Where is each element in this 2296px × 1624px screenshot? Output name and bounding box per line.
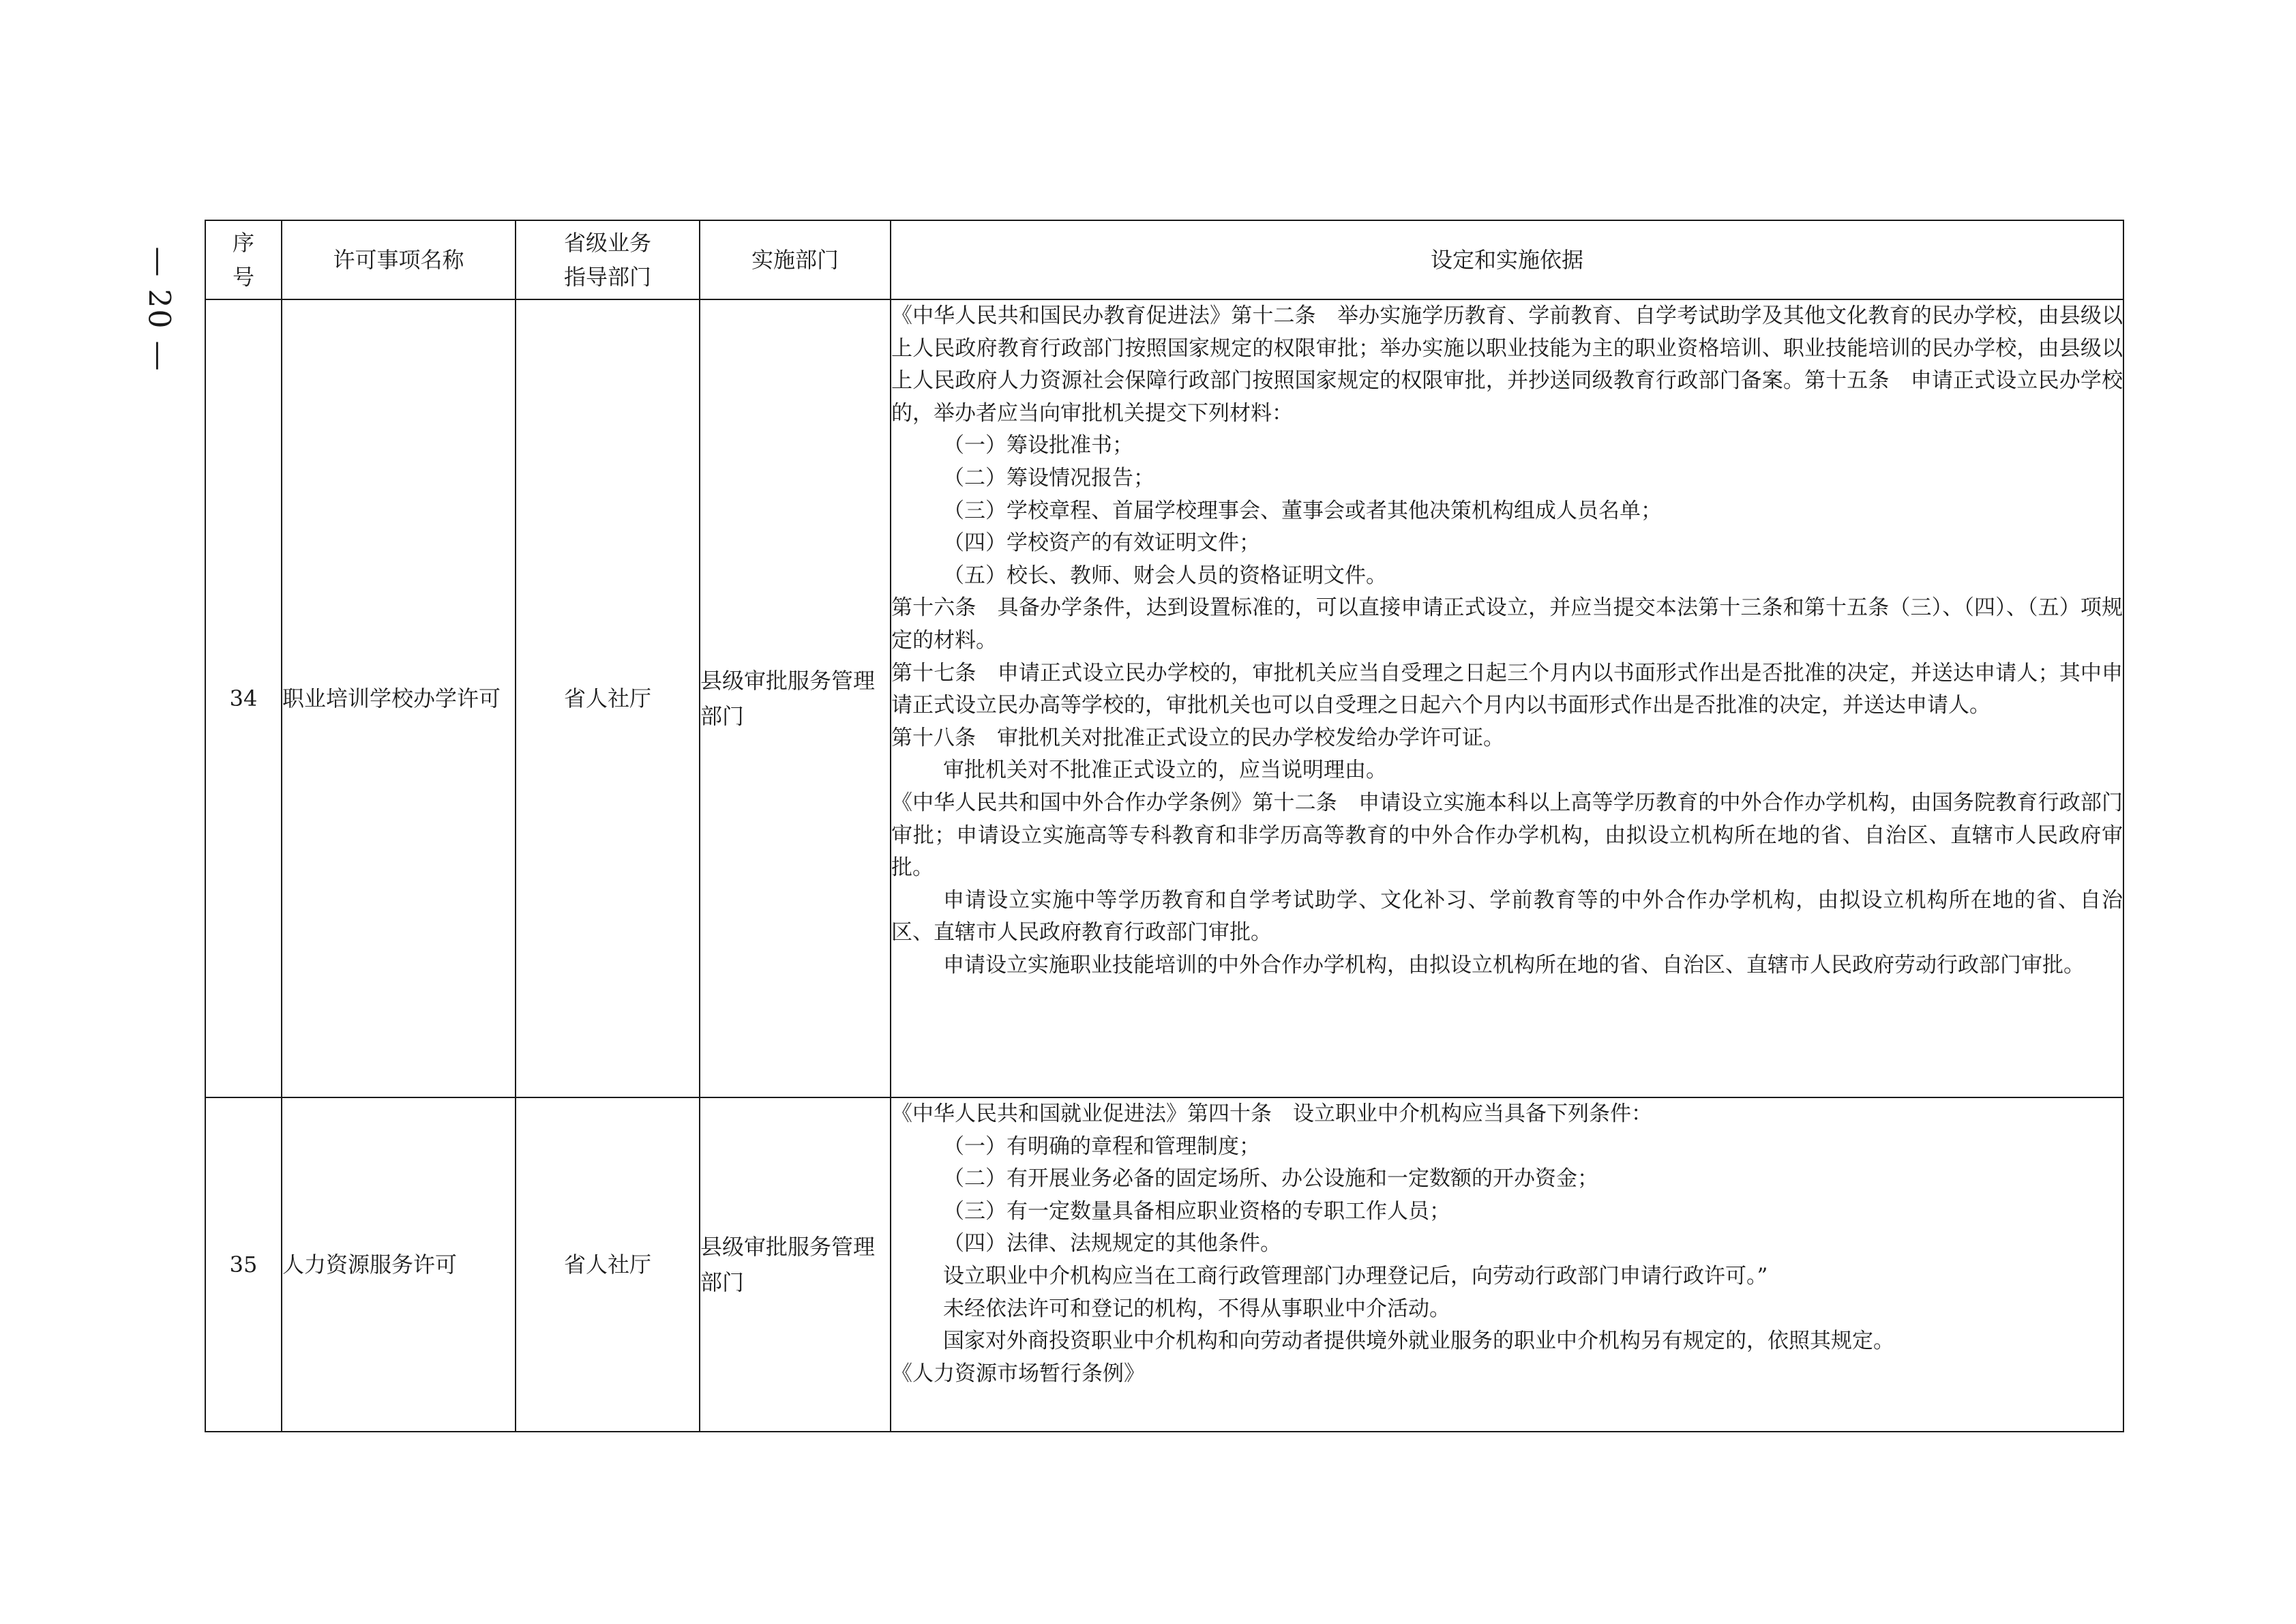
basis-paragraph: 国家对外商投资职业中介机构和向劳动者提供境外就业服务的职业中介机构另有规定的，依照其规定。 xyxy=(943,1329,1894,1354)
header-guide-dept xyxy=(516,220,700,299)
permits-table xyxy=(205,220,2124,1432)
table-header-row xyxy=(205,220,2123,299)
basis-paragraph: （三）有一定数量具备相应职业资格的专职工作人员； xyxy=(943,1198,1450,1224)
header-seq xyxy=(205,220,282,299)
basis-paragraph: （四）学校资产的有效证明文件； xyxy=(943,531,1260,556)
basis-paragraph: 《中华人民共和国中外合作办学条例》第十二条 申请设立实施本科以上高等学历教育的中外合作办学机构，由国务院教育行政部门审批；申请设立实施高等专科教育和非学历高等教育的中外合作办学机构，由拟设立机构所在地的省、自治区、直辖市人民政府审批。 xyxy=(891,790,2123,881)
basis-paragraph: （二）筹设情况报告； xyxy=(943,465,1154,490)
page-number-text: — 20 — xyxy=(141,246,177,372)
basis-paragraph: （三）学校章程、首届学校理事会、董事会或者其他决策机构组成人员名单； xyxy=(943,498,1662,523)
basis-paragraph: 申请设立实施中等学历教育和自学考试助学、文化补习、学前教育等的中外合作办学机构，由拟设立机构所在地的省、自治区、直辖市人民政府教育行政部门审批。 xyxy=(891,887,2123,945)
basis-paragraph: 《中华人民共和国民办教育促进法》第十二条 举办实施学历教育、学前教育、自学考试助学及其他文化教育的民办学校，由县级以上人民政府教育行政部门按照国家规定的权限审批；举办实施以职业技能为主的职业资格培训、职业技能培训的民办学校，由县级以上人民政府人力资源社会保障行政部门按照国家规定的权限审批，并抄送同级教育行政部门备案。第十五条 申请正式设立民办学校的，举办者应当向审批机关提交下列材料： xyxy=(891,304,2123,426)
header-basis: 设定和实施依据 xyxy=(891,220,2123,299)
basis-paragraph: 未经依法许可和登记的机构，不得从事职业中介活动。 xyxy=(943,1296,1450,1321)
basis-paragraph: 《中华人民共和国就业促进法》第四十条 设立职业中介机构应当具备下列条件： xyxy=(891,1102,1652,1126)
row-basis xyxy=(891,1097,2123,1432)
basis-paragraph: （二）有开展业务必备的固定场所、办公设施和一定数额的开办资金； xyxy=(943,1166,1598,1192)
row-seq: 34 xyxy=(205,299,282,1097)
row-item-name: 人力资源服务许可 xyxy=(282,1097,516,1432)
page-number xyxy=(121,217,196,401)
basis-paragraph: 设立职业中介机构应当在工商行政管理部门办理登记后，向劳动行政部门申请行政许可。” xyxy=(943,1263,1768,1288)
header-impl-dept: 实施部门 xyxy=(700,220,891,299)
header-seq-line2: 号 xyxy=(232,264,254,290)
basis-paragraph: 第十六条 具备办学条件，达到设置标准的，可以直接申请正式设立，并应当提交本法第十三条和第十五条（三）、（四）、（五）项规定的材料。 xyxy=(891,595,2123,653)
header-seq-line1: 序 xyxy=(232,230,254,256)
basis-paragraph: 第十七条 申请正式设立民办学校的，审批机关应当自受理之日起三个月内以书面形式作出是否批准的决定，并送达申请人；其中申请正式设立民办高等学校的，审批机关也可以自受理之日起六个月内以书面形式作出是否批准的决定，并送达申请人。 xyxy=(891,660,2123,718)
table-row xyxy=(205,299,2123,1097)
basis-paragraph: （五）校长、教师、财会人员的资格证明文件。 xyxy=(943,563,1387,588)
row-guide-dept: 省人社厅 xyxy=(516,1097,700,1432)
basis-paragraph: 申请设立实施职业技能培训的中外合作办学机构，由拟设立机构所在地的省、自治区、直辖市人民政府劳动行政部门审批。 xyxy=(943,952,2085,977)
header-item-name: 许可事项名称 xyxy=(282,220,516,299)
row-impl-dept: 县级审批服务管理部门 xyxy=(700,299,891,1097)
basis-paragraph: 第十八条 审批机关对批准正式设立的民办学校发给办学许可证。 xyxy=(891,725,1504,750)
row-guide-dept: 省人社厅 xyxy=(516,299,700,1097)
row-item-name: 职业培训学校办学许可 xyxy=(282,299,516,1097)
basis-paragraph: （一）有明确的章程和管理制度； xyxy=(943,1134,1260,1159)
row-basis xyxy=(891,299,2123,1097)
basis-paragraph: 《人力资源市场暂行条例》 xyxy=(891,1361,1145,1386)
header-guide-dept-line1: 省级业务 xyxy=(563,230,651,256)
row-seq: 35 xyxy=(205,1097,282,1432)
table-row xyxy=(205,1097,2123,1432)
header-guide-dept-line2: 指导部门 xyxy=(563,264,651,290)
row-impl-dept: 县级审批服务管理部门 xyxy=(700,1097,891,1432)
basis-paragraph: （四）法律、法规规定的其他条件。 xyxy=(943,1231,1281,1256)
basis-paragraph: （一）筹设批准书； xyxy=(943,433,1133,458)
basis-paragraph: 审批机关对不批准正式设立的，应当说明理由。 xyxy=(943,758,1387,783)
